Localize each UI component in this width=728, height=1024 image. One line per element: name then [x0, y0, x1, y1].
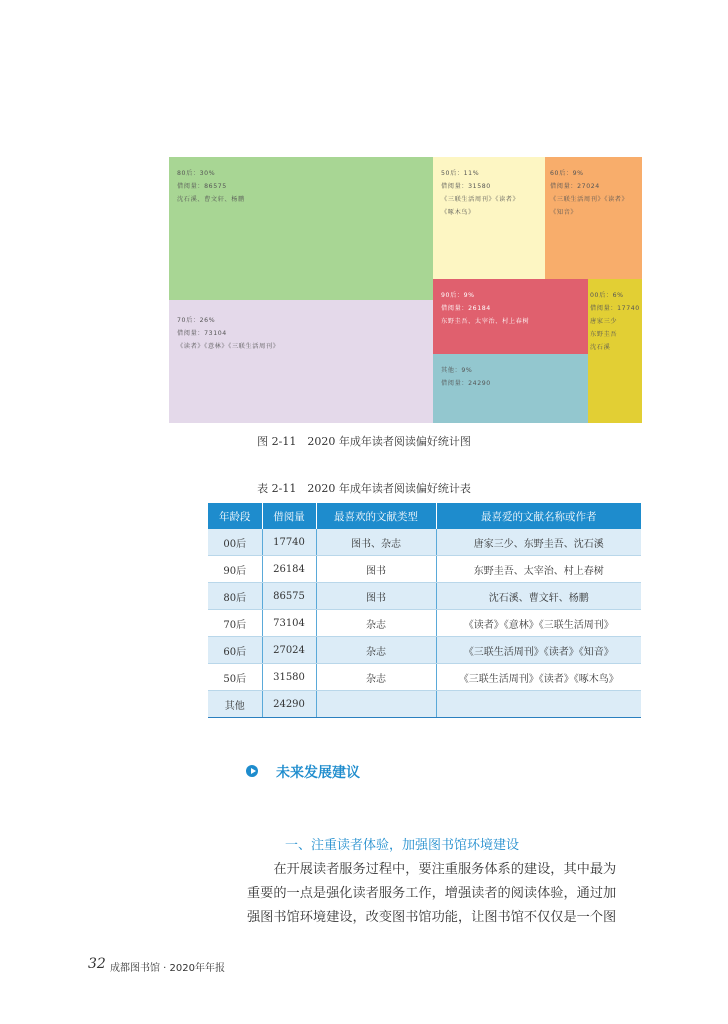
cell-age: 90后: [208, 556, 262, 583]
cell-title: 东野圭吾、太宰治、村上春树: [436, 556, 641, 583]
treemap-cell-50s: [433, 157, 545, 279]
cell-line: 00后：6%: [590, 292, 624, 299]
table-row: [208, 637, 641, 664]
cell-type: 杂志: [316, 610, 436, 637]
header-borrow-count: 借阅量: [262, 503, 316, 529]
play-circle-icon: [246, 765, 258, 777]
treemap-cell-80s: [169, 157, 433, 300]
header-age-group: 年龄段: [208, 503, 262, 529]
figure-caption: 图 2-11 2020 年成年读者阅读偏好统计图: [257, 435, 471, 448]
cell-title: [436, 691, 641, 718]
cell-type: 图书、杂志: [316, 529, 436, 556]
cell-title: 《三联生活周刊》《读者》《啄木鸟》: [436, 664, 641, 691]
cell-line: 60后：9%: [550, 170, 584, 177]
cell-line: 《三联生活周刊》《读者》: [550, 196, 629, 203]
cell-line: 借阅量：73104: [177, 330, 227, 337]
cell-line: 沈石溪、曹文轩、杨鹏: [177, 196, 245, 203]
cell-count: 73104: [262, 610, 316, 637]
treemap-cell-00s: [588, 279, 642, 423]
cell-line: 借阅量：17740: [590, 305, 640, 312]
reading-preference-table: [208, 503, 641, 718]
cell-type: 杂志: [316, 664, 436, 691]
paragraph-line: 重要的一点是强化读者服务工作，增强读者的阅读体验，通过加: [247, 886, 617, 901]
cell-line: 东野圭吾、太宰治、村上春树: [441, 318, 530, 325]
cell-title: 唐家三少、东野圭吾、沈石溪: [436, 529, 641, 556]
table-row: [208, 610, 641, 637]
cell-type: 图书: [316, 556, 436, 583]
cell-count: 27024: [262, 637, 316, 664]
cell-line: 50后：11%: [441, 170, 480, 177]
cell-line: 80后：30%: [177, 170, 216, 177]
cell-count: 24290: [262, 691, 316, 718]
table-row: [208, 583, 641, 610]
subsection-title: 一、注重读者体验，加强图书馆环境建设: [285, 838, 520, 853]
cell-title: 《读者》《意林》《三联生活周刊》: [436, 610, 641, 637]
cell-age: 00后: [208, 529, 262, 556]
cell-line: 借阅量：24290: [441, 380, 491, 387]
table-row: [208, 691, 641, 718]
paragraph-line: 在开展读者服务过程中，要注重服务体系的建设，其中最为: [247, 862, 617, 877]
cell-line: 《读者》《意林》《三联生活周刊》: [177, 343, 280, 350]
body-paragraph: [247, 858, 642, 930]
table-row: [208, 664, 641, 691]
cell-line: 《知音》: [550, 209, 578, 216]
cell-age: 60后: [208, 637, 262, 664]
cell-line: 唐家三少: [590, 318, 618, 325]
section-title: 未来发展建议: [276, 765, 360, 781]
header-favorite-title: 最喜爱的文献名称或作者: [436, 503, 641, 529]
cell-line: 《啄木鸟》: [441, 209, 475, 216]
treemap-cell-other: [433, 354, 588, 423]
cell-age: 其他: [208, 691, 262, 718]
cell-line: 借阅量：31580: [441, 183, 491, 190]
cell-line: 90后：9%: [441, 292, 475, 299]
cell-age: 70后: [208, 610, 262, 637]
treemap-cell-60s: [545, 157, 642, 279]
cell-count: 31580: [262, 664, 316, 691]
cell-line: 借阅量：27024: [550, 183, 600, 190]
cell-type: [316, 691, 436, 718]
treemap-cell-90s: [433, 279, 588, 354]
table-row: [208, 556, 641, 583]
table-row: [208, 529, 641, 556]
cell-title: 沈石溪、曹文轩、杨鹏: [436, 583, 641, 610]
paragraph-line: 强图书馆环境建设，改变图书馆功能，让图书馆不仅仅是一个图: [247, 910, 617, 925]
reading-preference-treemap: [169, 157, 642, 423]
cell-age: 50后: [208, 664, 262, 691]
footer-text: 成都图书馆 · 2020年年报: [110, 963, 225, 974]
cell-title: 《三联生活周刊》《读者》《知音》: [436, 637, 641, 664]
cell-type: 杂志: [316, 637, 436, 664]
cell-line: 沈石溪: [590, 344, 611, 351]
cell-count: 86575: [262, 583, 316, 610]
cell-line: 借阅量：86575: [177, 183, 227, 190]
page-number: 32: [88, 956, 106, 972]
cell-line: 70后：26%: [177, 317, 216, 324]
cell-type: 图书: [316, 583, 436, 610]
table-caption: 表 2-11 2020 年成年读者阅读偏好统计表: [257, 482, 471, 495]
cell-line: 东野圭吾: [590, 331, 618, 338]
cell-line: 其他：9%: [441, 367, 473, 374]
cell-line: 《三联生活周刊》《读者》: [441, 196, 520, 203]
cell-line: 借阅量：26184: [441, 305, 491, 312]
table-header-row: [208, 503, 641, 529]
header-favorite-type: 最喜欢的文献类型: [316, 503, 436, 529]
cell-age: 80后: [208, 583, 262, 610]
cell-count: 26184: [262, 556, 316, 583]
treemap-cell-70s: [169, 300, 433, 423]
cell-count: 17740: [262, 529, 316, 556]
